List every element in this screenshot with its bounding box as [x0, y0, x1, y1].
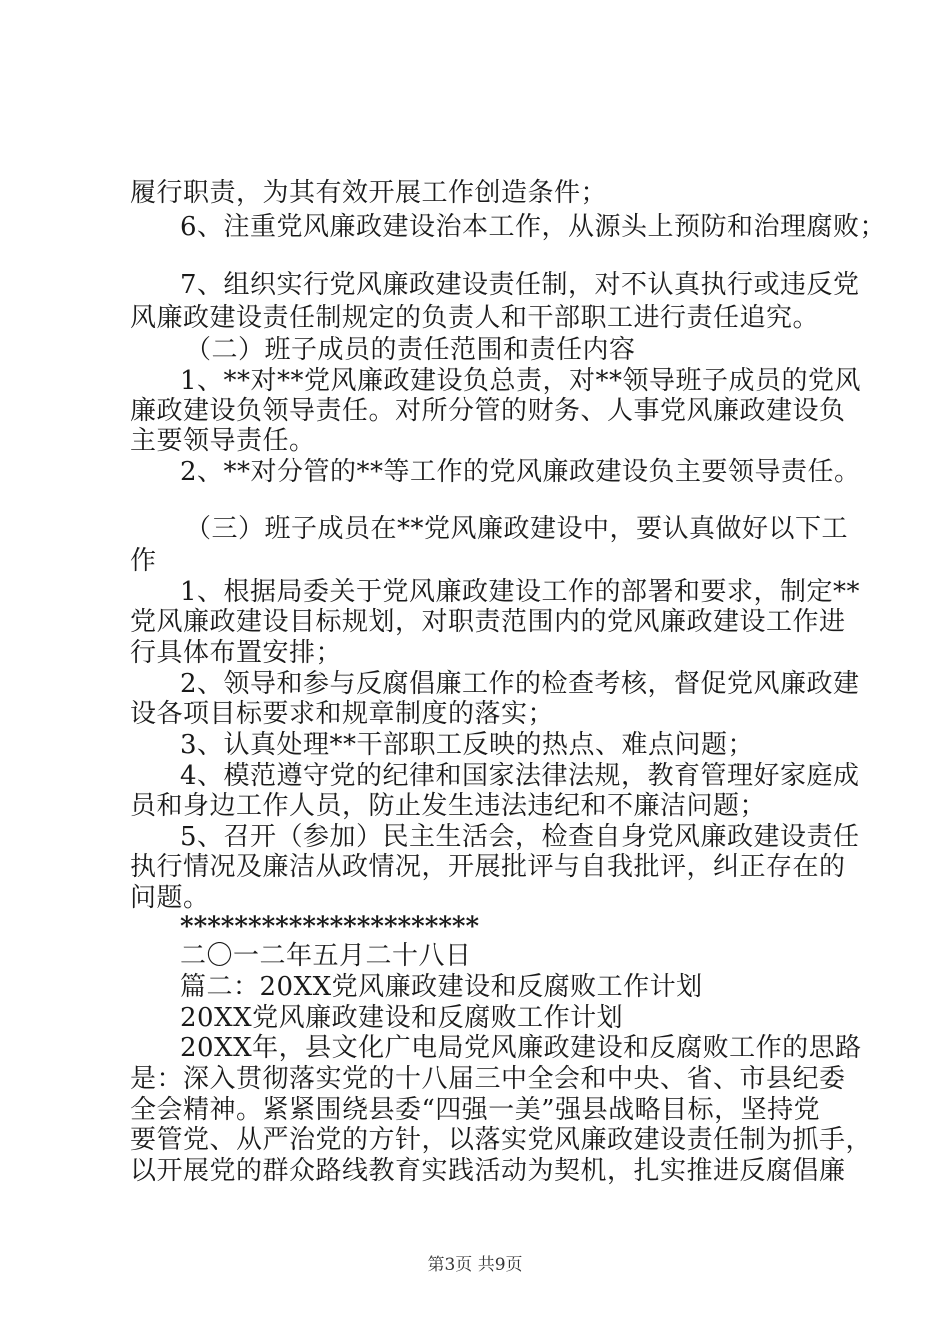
- text-line: 20XX年，县文化广电局党风廉政建设和反腐败工作的思路: [180, 1033, 862, 1063]
- text-line: 廉政建设负领导责任。对所分管的财务、人事党风廉政建设负: [130, 396, 846, 426]
- text-line: 主要领导责任。: [130, 426, 316, 456]
- date-line: 二〇一二年五月二十八日: [180, 941, 472, 971]
- section-title: 20XX党风廉政建设和反腐败工作计划: [180, 1003, 624, 1033]
- text-line: 员和身边工作人员，防止发生违法违纪和不廉洁问题；: [130, 791, 767, 821]
- text-line: 是：深入贯彻落实党的十八届三中全会和中央、省、市县纪委: [130, 1064, 846, 1094]
- text-line: 2、**对分管的**等工作的党风廉政建设负主要领导责任。: [180, 457, 861, 487]
- text-line: 7、组织实行党风廉政建设责任制，对不认真执行或违反党: [180, 270, 860, 300]
- text-line: 作: [130, 546, 157, 576]
- page-number: 第3页 共9页: [427, 1255, 523, 1275]
- text-line: 风廉政建设责任制规定的负责人和干部职工进行责任追究。: [130, 303, 820, 333]
- text-line: 6、注重党风廉政建设治本工作，从源头上预防和治理腐败；: [180, 212, 887, 242]
- text-line: 3、认真处理**干部职工反映的热点、难点问题；: [180, 730, 755, 760]
- text-line: 1、**对**党风廉政建设负总责，对**领导班子成员的党风: [180, 366, 862, 396]
- text-line: 4、模范遵守党的纪律和国家法律法规，教育管理好家庭成: [180, 761, 860, 791]
- separator-stars: **********************: [180, 912, 480, 942]
- section-title: 篇二：20XX党风廉政建设和反腐败工作计划: [180, 972, 703, 1002]
- text-line: 行具体布置安排；: [130, 638, 343, 668]
- text-line: 全会精神。紧紧围绕县委“四强一美”强县战略目标，坚持党: [130, 1095, 821, 1125]
- text-line: 5、召开（参加）民主生活会，检查自身党风廉政建设责任: [180, 822, 860, 852]
- text-line: 设各项目标要求和规章制度的落实；: [130, 699, 555, 729]
- text-line: 2、领导和参与反腐倡廉工作的检查考核，督促党风廉政建: [180, 669, 860, 699]
- section-heading: （三）班子成员在**党风廉政建设中，要认真做好以下工: [185, 514, 849, 544]
- text-line: 履行职责，为其有效开展工作创造条件；: [130, 178, 608, 208]
- text-line: 1、根据局委关于党风廉政建设工作的部署和要求，制定**: [180, 577, 861, 607]
- text-line: 以开展党的群众路线教育实践活动为契机，扎实推进反腐倡廉: [130, 1156, 846, 1186]
- section-heading: （二）班子成员的责任范围和责任内容: [185, 335, 636, 365]
- text-line: 执行情况及廉洁从政情况，开展批评与自我批评，纠正存在的: [130, 852, 846, 882]
- text-line: 问题。: [130, 883, 210, 913]
- text-line: 要管党、从严治党的方针，以落实党风廉政建设责任制为抓手，: [130, 1125, 873, 1155]
- text-line: 党风廉政建设目标规划，对职责范围内的党风廉政建设工作进: [130, 607, 846, 637]
